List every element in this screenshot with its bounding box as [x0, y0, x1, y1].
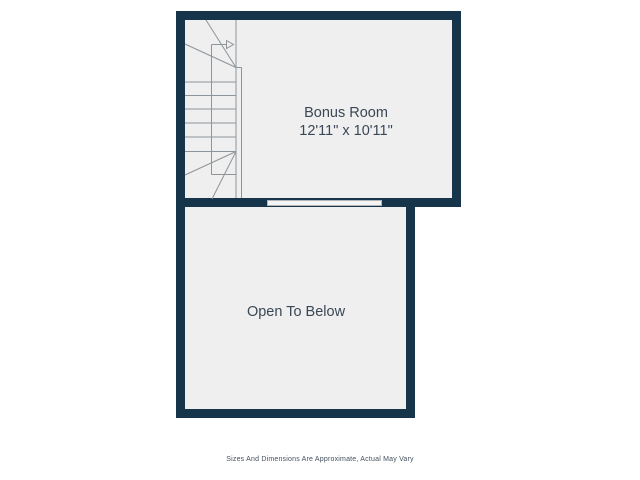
open-to-below-label: Open To Below: [246, 304, 346, 320]
disclaimer-text: Sizes And Dimensions Are Approximate, Actual May Vary: [226, 456, 414, 463]
bonus-room-label: [299, 105, 393, 140]
room-name: Bonus Room: [304, 105, 388, 121]
room-dimensions: 12'11" x 10'11": [299, 122, 393, 139]
railing-opening: [267, 200, 382, 206]
